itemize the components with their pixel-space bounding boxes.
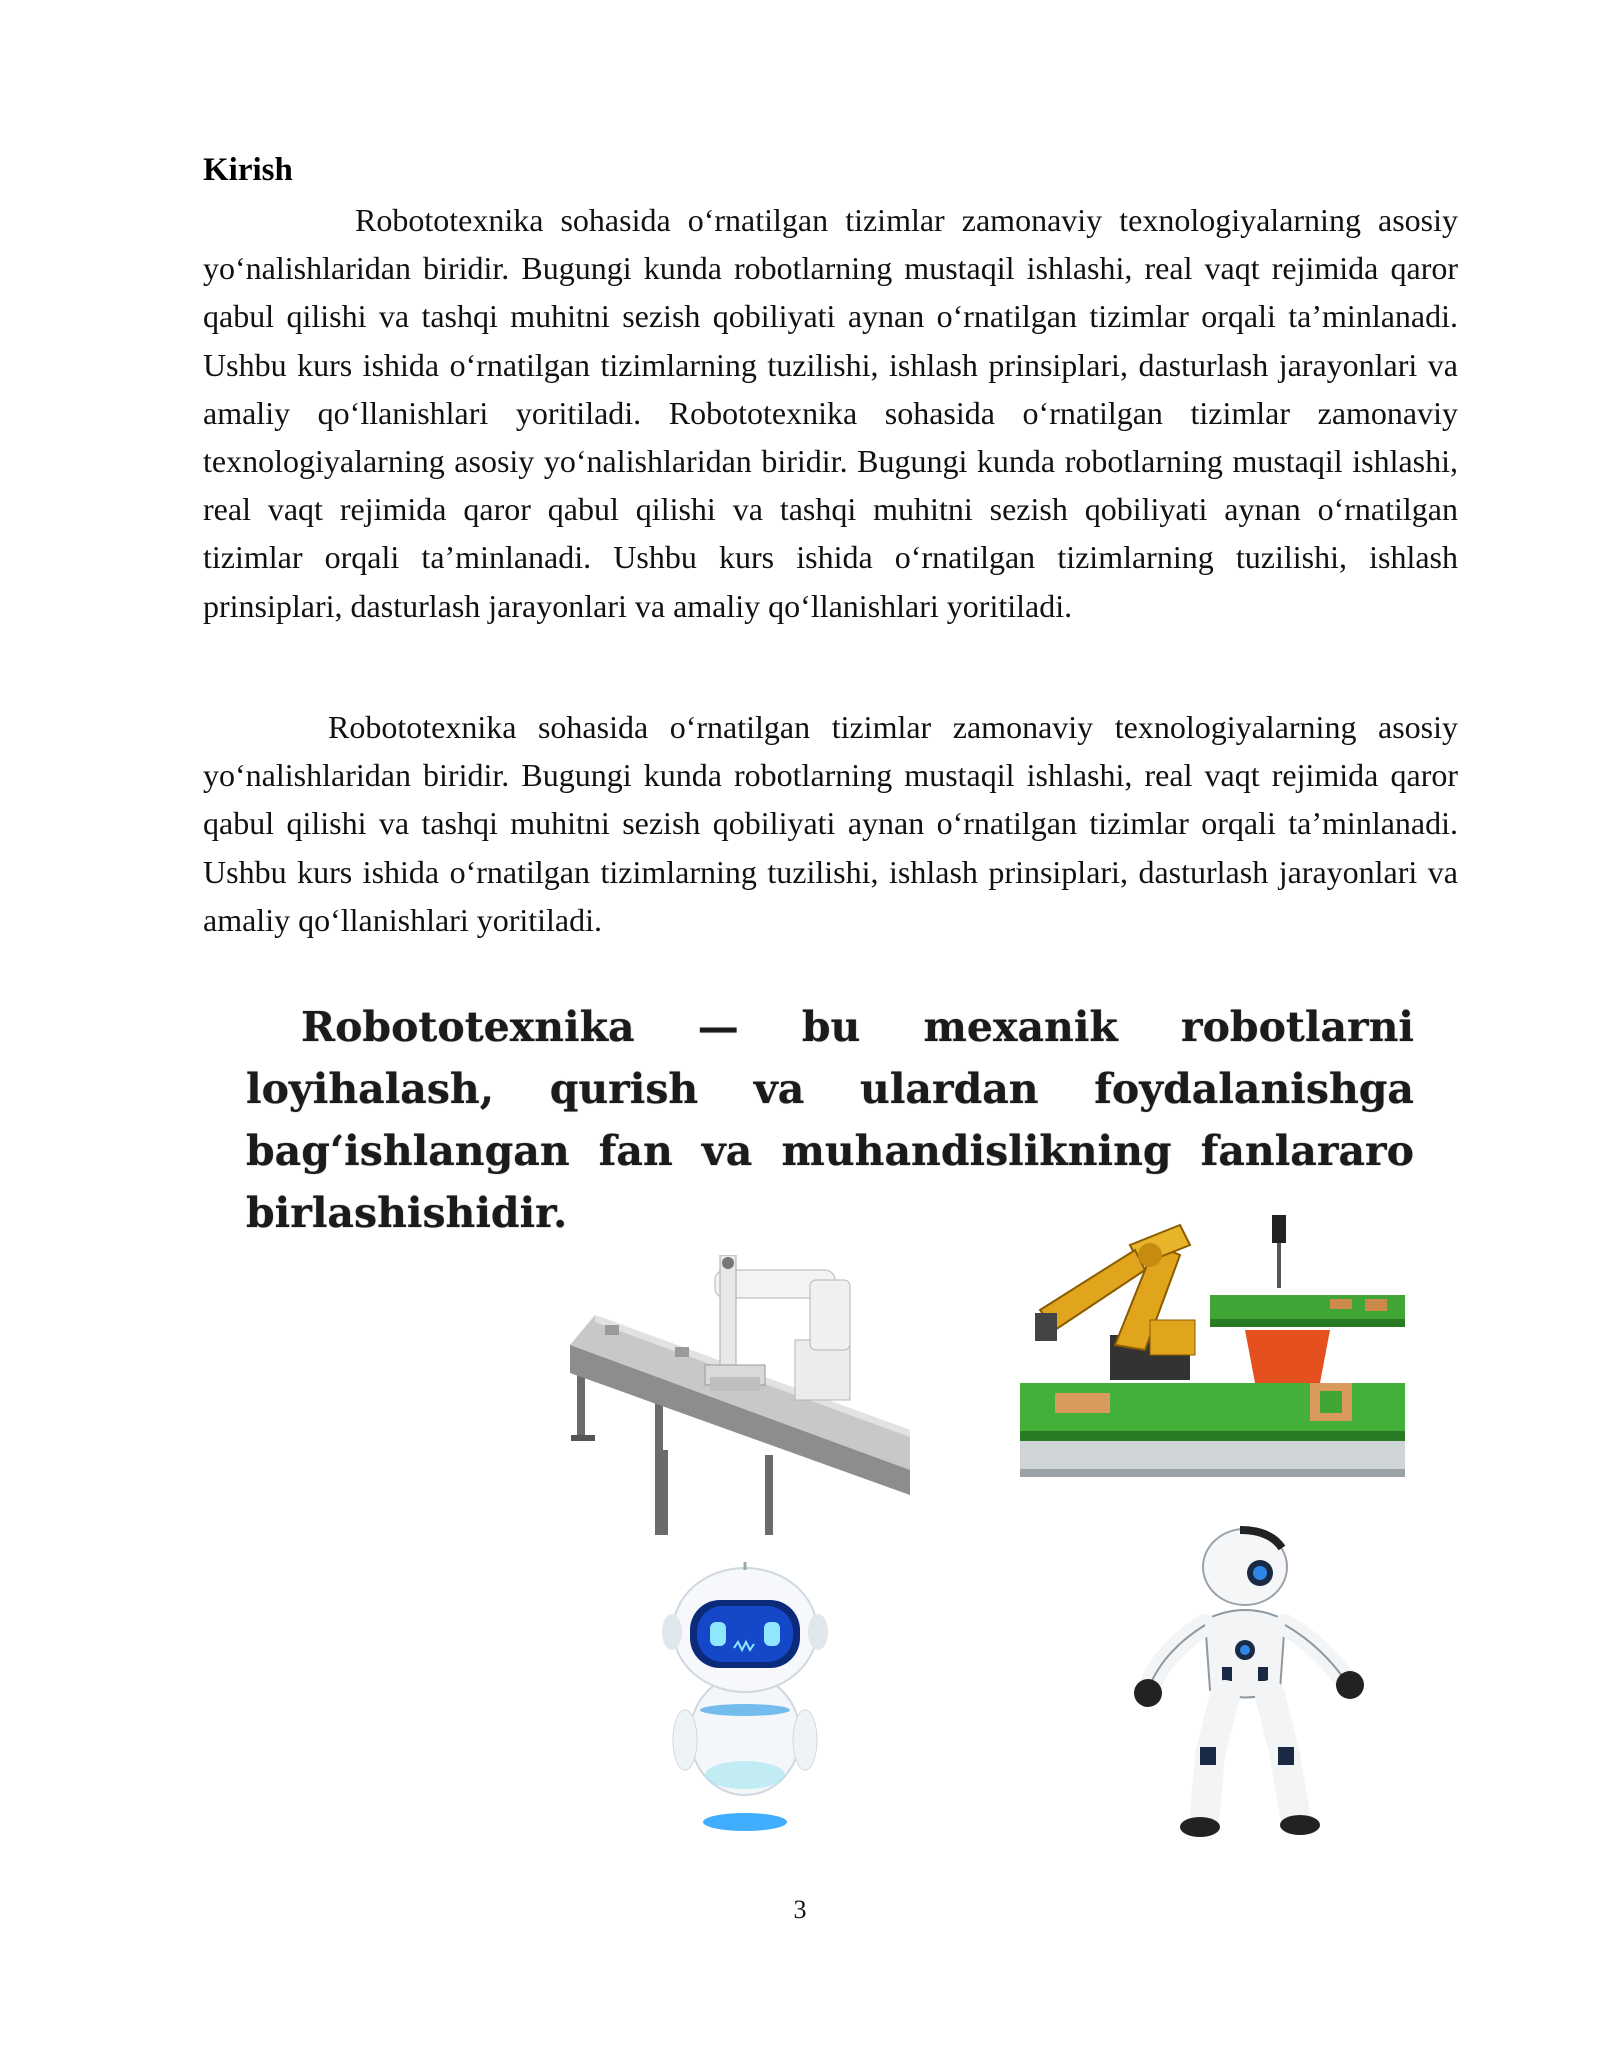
definition-text-content: Robototexnika — bu mexanik robotlarni loyihalash, qurish va ulardan foydalanishga bag‘ishlangan fan va muhandislikning fanlararo birlashishidir. [246, 1003, 1414, 1237]
humanoid-robot-icon [1130, 1525, 1380, 1845]
paragraph-2: Robototexnika sohasida o‘rnatilgan tizimlar zamonaviy texnologiyalarning asosiy yo‘nalishlaridan biridir. Bugungi kunda robotlarning mustaqil ishlashi, real vaqt rejimida qaror qabul qilishi va tashqi muhitni sezish qobiliyati aynan o‘rnatilgan tizimlar orqali ta’minlanadi. Ushbu kurs ishida o‘rnatilgan tizimlarning tuzilishi, ishlash prinsiplari, dasturlash jarayonlari va amaliy qo‘llanishlari yoritiladi. [203, 709, 1458, 938]
hovering-assistant-robot-icon [650, 1560, 840, 1840]
industrial-robot-arm-icon [1020, 1215, 1420, 1485]
section-heading: Kirish [203, 152, 293, 188]
page-number: 3 [793, 1895, 807, 1924]
paragraph-1: Robototexnika sohasida o‘rnatilgan tizimlar zamonaviy texnologiyalarning asosiy yo‘nalishlaridan biridir. Bugungi kunda robotlarning mustaqil ishlashi, real vaqt rejimida qaror qabul qilishi va tashqi muhitni sezish qobiliyati aynan o‘rnatilgan tizimlar orqali ta’minlanadi. Ushbu kurs ishida o‘rnatilgan tizimlarning tuzilishi, ishlash prinsiplari, dasturlash jarayonlari va amaliy qo‘llanishlari yoritiladi. Robototexnika sohasida o‘rnatilgan tizimlar zamonaviy texnologiyalarning asosiy yo‘nalishlaridan biridir. Bugungi kunda robotlarning mustaqil ishlashi, real vaqt rejimida qaror qabul qilishi va tashqi muhitni sezish qobiliyati aynan o‘rnatilgan tizimlar orqali ta’minlanadi. Ushbu kurs ishida o‘rnatilgan tizimlarning tuzilishi, ishlash prinsiplari, dasturlash jarayonlari va amaliy qo‘llanishlari yoritiladi. [203, 202, 1458, 624]
definition-text [246, 996, 1414, 1244]
conveyor-robot-arm-icon [565, 1255, 910, 1535]
